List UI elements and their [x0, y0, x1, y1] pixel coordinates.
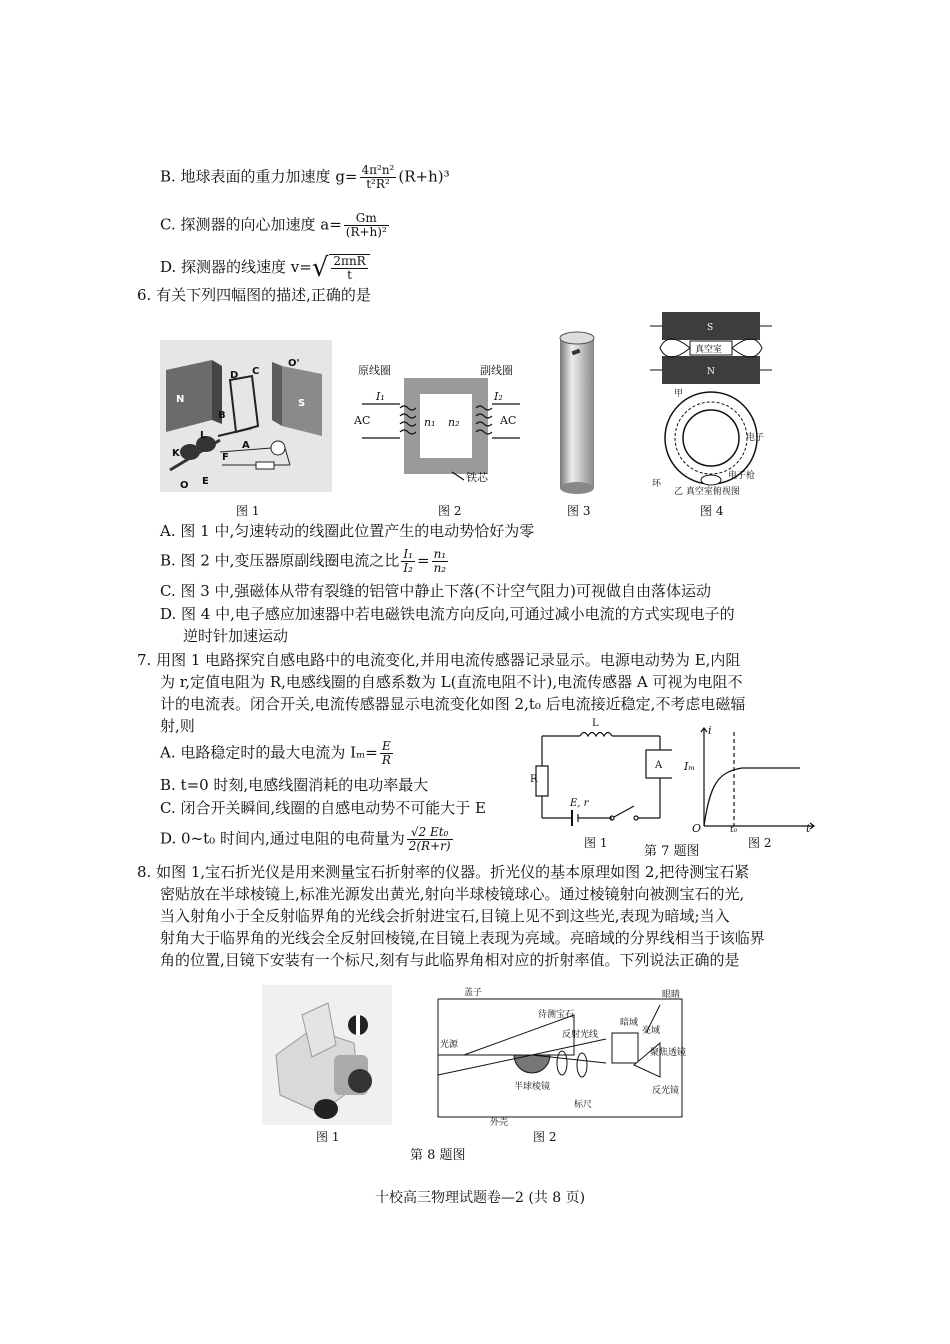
svg-text:N: N: [707, 367, 715, 377]
q6-figure-2-transformer: [352, 360, 524, 482]
q7-stem-line2: 为 r,定值电阻为 R,电感线圈的自感系数为 L(直流电阻不计),电流传感器 A 可视为电阻不: [160, 673, 743, 691]
q8-figure-title: 第 8 题图: [410, 1148, 466, 1163]
q6-fig3-caption: 图 3: [567, 504, 591, 518]
q8-figure-2-schematic: [434, 985, 690, 1127]
svg-text:N: N: [176, 394, 185, 405]
q6-option-d-line2: 逆时针加速运动: [183, 627, 289, 645]
svg-text:K: K: [172, 448, 180, 459]
svg-text:外壳: 外壳: [490, 1118, 509, 1127]
q7-stem-line3: 计的电流表。闭合开关,电流传感器显示电流变化如图 2,t₀ 后电流接近稳定,不考虑电磁辐: [160, 695, 746, 713]
q6-option-b: B. 图 2 中,变压器原副线圈电流之比 $\frac{\text{I₁}}{\text{I₂}}$ = $\frac{\text{n₁}}{\text{n₂}}$: [160, 547, 447, 575]
svg-text:电子枪: 电子枪: [728, 471, 756, 481]
q8-fig1-caption: 图 1: [316, 1130, 340, 1144]
svg-text:反射光线: 反射光线: [562, 1030, 599, 1040]
svg-text:光源: 光源: [440, 1040, 459, 1050]
q6-fig2-caption: 图 2: [438, 504, 462, 518]
fraction: $\frac{\text{4π²n²}}{\text{t²R²}}$: [361, 163, 395, 191]
q5-option-c: C. 探测器的向心加速度 a= $\frac{Gm}{\text{(R+h)²}}$: [160, 211, 387, 239]
svg-text:Iₘ: Iₘ: [684, 760, 696, 773]
svg-text:眼睛: 眼睛: [662, 990, 681, 1000]
svg-text:n₂: n₂: [448, 416, 460, 429]
svg-text:聚焦透镜: 聚焦透镜: [650, 1048, 687, 1058]
q7-stem-line1: 7. 用图 1 电路探究自感电路中的电流变化,并用电流传感器记录显示。电源电动势为 E,内阻: [137, 651, 741, 669]
svg-text:甲: 甲: [674, 389, 684, 399]
q6-option-c: C. 图 3 中,强磁体从带有裂缝的铝管中静止下落(不计空气阻力)可视做自由落体运动: [160, 582, 712, 600]
svg-text:反光镜: 反光镜: [652, 1086, 680, 1096]
svg-text:L: L: [200, 430, 207, 441]
fraction: $\frac{\text{I₁}}{\text{I₂}}$: [403, 547, 413, 575]
svg-text:AC: AC: [500, 414, 517, 427]
svg-text:O: O: [180, 480, 189, 491]
svg-text:暗域: 暗域: [620, 1018, 639, 1028]
svg-text:D: D: [230, 370, 239, 381]
q6-figure-4-betatron: [650, 310, 772, 496]
q8-fig2-caption: 图 2: [533, 1130, 557, 1144]
q8-stem-line1: 8. 如图 1,宝石折光仪是用来测量宝石折射率的仪器。折光仪的基本原理如图 2,把待测宝石紧: [137, 863, 750, 881]
q7-figure-title: 第 7 题图: [644, 844, 700, 859]
svg-text:i: i: [708, 724, 712, 737]
q5-option-d: D. 探测器的线速度 v=√ $\frac{\text{2πnR}}{t}$: [160, 254, 370, 282]
fraction: $\frac{\text{n₁}}{\text{n₂}}$: [433, 547, 447, 575]
svg-text:F: F: [222, 452, 229, 463]
q7-option-a: A. 电路稳定时的最大电流为 Iₘ= $\frac{E}{R}$: [160, 739, 391, 767]
svg-text:A: A: [242, 440, 250, 451]
svg-text:乙 真空室俯视图: 乙 真空室俯视图: [674, 487, 740, 496]
svg-text:真空室: 真空室: [695, 345, 723, 355]
radical-sign: √: [311, 253, 329, 283]
q6-option-a: A. 图 1 中,匀速转动的线圈此位置产生的电动势恰好为零: [160, 522, 535, 540]
fraction: $\frac{\text{2πnR}}{t}$: [333, 254, 366, 282]
svg-text:R: R: [530, 774, 538, 785]
svg-text:AC: AC: [354, 414, 371, 427]
q6-fig1-caption: 图 1: [236, 504, 260, 518]
svg-text:t: t: [806, 822, 811, 834]
q6-option-d-line1: D. 图 4 中,电子感应加速器中若电磁铁电流方向反向,可通过减小电流的方式实现电子的: [160, 605, 735, 623]
svg-text:L: L: [592, 718, 599, 729]
q7-option-d: D. 0~t₀ 时间内,通过电阻的电荷量为 $\frac{\text{√2 Et₀}}{2(R+r)}$: [160, 825, 451, 853]
fraction: $\frac{\text{√2 Et₀}}{2(R+r)}$: [408, 825, 451, 853]
q7-option-b: B. t=0 时刻,电感线圈消耗的电功率最大: [160, 776, 429, 794]
q7-stem-line4: 射,则: [160, 717, 195, 735]
q8-stem-line2: 密贴放在半球棱镜上,标准光源发出黄光,射向半球棱镜球心。通过棱镜射向被测宝石的光,: [160, 885, 745, 903]
svg-text:O: O: [692, 822, 702, 834]
svg-text:电子: 电子: [746, 433, 765, 443]
svg-text:环: 环: [652, 479, 662, 489]
svg-text:亮域: 亮域: [642, 1026, 661, 1036]
svg-text:待测宝石: 待测宝石: [538, 1010, 575, 1020]
q8-stem-line3: 当入射角小于全反射临界角的光线会折射进宝石,目镜上见不到这些光,表现为暗域;当入: [160, 907, 730, 925]
svg-text:n₁: n₁: [424, 416, 436, 429]
q7-option-c: C. 闭合开关瞬间,线圈的自感电动势不可能大于 E: [160, 799, 486, 817]
radicand: [329, 254, 369, 282]
q6-stem: 6. 有关下列四幅图的描述,正确的是: [137, 286, 371, 304]
q8-stem-line5: 角的位置,目镜下安装有一个标尺,刻有与此临界角相对应的折射率值。下列说法正确的是: [160, 951, 740, 969]
svg-text:盖子: 盖子: [464, 988, 483, 998]
svg-text:I₂: I₂: [494, 390, 503, 403]
q8-stem-line4: 射角大于临界角的光线会全反射回棱镜,在目镜上表现为亮域。亮暗域的分界线相当于该临界: [160, 929, 765, 947]
svg-text:C: C: [252, 366, 260, 377]
svg-text:E, r: E, r: [570, 798, 589, 809]
svg-text:O': O': [288, 358, 300, 369]
svg-text:S: S: [298, 398, 306, 409]
q7-figure-2-current-graph: [682, 722, 818, 834]
q5-option-b: B. 地球表面的重力加速度 g= $\frac{\text{4π²n²}}{\text{t²R²}}$ (R+h)³: [160, 163, 450, 191]
svg-text:A: A: [655, 760, 663, 771]
svg-text:标尺: 标尺: [574, 1100, 593, 1110]
fraction: $\frac{Gm}{\text{(R+h)²}}$: [345, 211, 387, 239]
q6-fig4-caption: 图 4: [700, 504, 724, 518]
q7-fig2-caption: 图 2: [748, 836, 772, 850]
q7-figure-1-circuit: [530, 718, 672, 830]
svg-text:铁芯: 铁芯: [466, 471, 488, 482]
q6-figure-1-generator: [160, 340, 332, 492]
q6-figure-3-aluminum-tube: [556, 330, 598, 496]
q8-figure-1-refractometer: [262, 985, 392, 1125]
svg-text:B: B: [218, 410, 226, 421]
svg-text:t₀: t₀: [730, 825, 738, 834]
q7-fig1-caption: 图 1: [584, 836, 608, 850]
svg-text:E: E: [202, 476, 209, 487]
svg-text:副线圈: 副线圈: [480, 364, 513, 377]
svg-text:半球棱镜: 半球棱镜: [514, 1082, 551, 1092]
svg-text:原线圈: 原线圈: [358, 364, 391, 377]
svg-text:I₁: I₁: [376, 390, 385, 403]
svg-text:S: S: [707, 323, 714, 333]
fraction: $\frac{E}{R}$: [381, 739, 391, 767]
page-footer: 十校高三物理试题卷—2 (共 8 页): [375, 1190, 586, 1206]
